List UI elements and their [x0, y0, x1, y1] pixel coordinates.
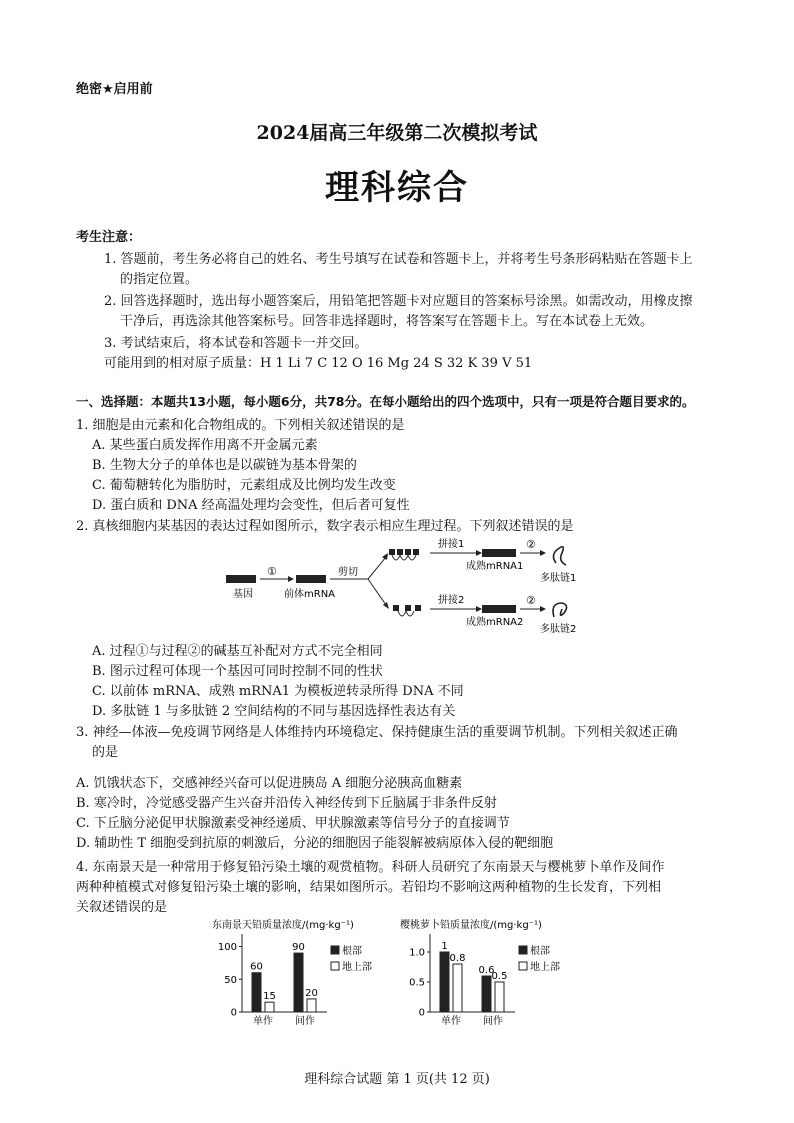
data-label: 1 — [441, 941, 448, 952]
gene-label: 基因 — [233, 589, 253, 600]
bar — [453, 964, 462, 1012]
q3-stem-cont: 的是 — [92, 745, 119, 760]
mature-mrna2-bar — [482, 605, 516, 613]
q2-stem: 2. 真核细胞内某基因的表达过程如图所示，数字表示相应生理过程。下列叙述错误的是 — [76, 519, 574, 534]
pre-mrna-label: 前体mRNA — [284, 589, 336, 600]
exon-block — [389, 549, 395, 555]
data-label: 0.6 — [478, 965, 495, 976]
atomic-mass-line: 可能用到的相对原子质量：H 1 Li 7 C 12 O 16 Mg 24 S 32 K 39 V 51 — [104, 356, 533, 371]
q3-stem: 3. 神经—体液—免疫调节网络是人体维持内环境稳定、保持健康生活的重要调节机制。下列相关叙述正确 — [76, 725, 678, 740]
legend-label: 根部 — [342, 946, 362, 957]
lower-intron-loops — [398, 611, 414, 616]
page-footer: 理科综合试题 第 1 页(共 12 页) — [304, 1072, 490, 1087]
y-tick-label: 1.0 — [409, 947, 425, 959]
arrowhead-splice2 — [476, 606, 482, 612]
chart-title: 樱桃萝卜铅质量浓度/(mg·kg⁻¹) — [400, 920, 542, 931]
q1-option-d: D. 蛋白质和 DNA 经高温处理均会变性，但后者可复性 — [92, 498, 410, 513]
q2-option-c: C. 以前体 mRNA、成熟 mRNA1 为模板逆转录所得 DNA 不同 — [92, 684, 464, 699]
peptide2-label: 多肽链2 — [540, 624, 577, 635]
step1-label: ① — [267, 565, 277, 578]
gene-expression-diagram — [220, 535, 600, 635]
bar — [307, 999, 316, 1012]
notice-item-2-cont: 干净后，再选涂其他答案标号。回答非选择题时，将答案写在答题卡上。写在本试卷上无效。 — [120, 314, 654, 329]
arrowhead-down — [383, 602, 389, 609]
legend-label: 地上部 — [342, 962, 372, 973]
upper-intron-loops — [392, 555, 416, 560]
arrowhead-step2b — [540, 606, 546, 612]
y-tick-label: 50 — [224, 974, 237, 986]
y-tick-label: 0.5 — [409, 977, 425, 989]
chart-title: 东南景天铅质量浓度/(mg·kg⁻¹) — [212, 920, 354, 931]
q4-stem: 4. 东南景天是一种常用于修复铅污染土壤的观赏植物。科研人员研究了东南景天与樱桃萝卜单作及间作 — [76, 860, 665, 875]
y-tick-label: 100 — [217, 942, 237, 954]
data-label: 0.8 — [449, 953, 466, 964]
gene-bar — [226, 575, 256, 583]
exam-title: 2024届高三年级第二次模拟考试 — [256, 122, 538, 144]
notice-item-3: 3. 考试结束后，将本试卷和答题卡一并交回。 — [104, 336, 368, 351]
data-label: 15 — [263, 991, 276, 1003]
data-label: 90 — [292, 942, 305, 954]
mature-mrna1-label: 成熟mRNA1 — [466, 561, 524, 572]
q3-option-a: A. 饥饿状态下，交感神经兴奋可以促进胰岛 A 细胞分泌胰高血糖素 — [76, 776, 463, 791]
q1-stem: 1. 细胞是由元素和化合物组成的。下列相关叙述错误的是 — [76, 418, 405, 433]
q2-option-d: D. 多肽链 1 与多肽链 2 空间结构的不同与基因选择性表达有关 — [92, 704, 456, 719]
mature-mrna1-bar — [482, 549, 516, 557]
peptide2-shape — [553, 603, 567, 617]
step2b-label: ② — [526, 594, 536, 607]
q4-stem-cont1: 两种种植模式对修复铅污染土壤的影响，结果如图所示。若铅均不影响这两种植物的生长发育，下列相 — [76, 880, 662, 895]
q2-option-a: A. 过程①与过程②的碱基互补配对方式不完全相同 — [92, 644, 383, 659]
exon-block — [405, 549, 411, 555]
bar — [265, 1002, 274, 1012]
chart-sedum — [210, 912, 400, 1034]
chart-radish — [398, 912, 588, 1034]
splice1-label: 拼接1 — [438, 539, 465, 550]
section-heading: 一、选择题：本题共13小题，每小题6分，共78分。在每小题给出的四个选项中，只有一项是符合题目要求的。 — [76, 394, 695, 409]
pre-mrna-bar — [296, 575, 326, 583]
q3-option-d: D. 辅助性 T 细胞受到抗原的刺激后，分泌的细胞因子能裂解被病原体入侵的靶细胞 — [76, 836, 554, 851]
branch-up — [368, 557, 386, 579]
notice-heading: 考生注意： — [76, 230, 142, 245]
q1-option-b: B. 生物大分子的单体也是以碳链为基本骨架的 — [92, 458, 357, 473]
mature-mrna2-label: 成熟mRNA2 — [466, 617, 524, 628]
q1-option-a: A. 某些蛋白质发挥作用离不开金属元素 — [92, 438, 318, 453]
x-tick-label: 单作 — [441, 1016, 461, 1027]
legend-swatch — [519, 962, 527, 970]
bar — [440, 952, 449, 1012]
step2a-label: ② — [526, 538, 536, 551]
data-label: 20 — [305, 987, 318, 999]
q3-option-c: C. 下丘脑分泌促甲状腺激素受神经递质、甲状腺激素等信号分子的直接调节 — [76, 816, 510, 831]
data-label: 0.5 — [491, 971, 508, 982]
arrowhead-step1 — [288, 576, 294, 582]
legend-swatch — [519, 946, 527, 954]
arrowhead-step2a — [540, 550, 546, 556]
bar — [482, 976, 491, 1012]
y-tick-label: 0 — [418, 1007, 425, 1019]
exon-block — [413, 549, 419, 555]
confidential-label: 绝密★启用前 — [76, 82, 153, 97]
q4-stem-cont2: 关叙述错误的是 — [76, 900, 168, 915]
exon-block — [397, 549, 403, 555]
x-tick-label: 间作 — [295, 1016, 315, 1027]
peptide1-label: 多肽链1 — [540, 573, 577, 584]
bar — [252, 973, 261, 1012]
bar — [495, 982, 504, 1012]
notice-item-1: 1. 答题前，考生务必将自己的姓名、考生号填写在试卷和答题卡上，并将考生号条形码粘贴在答题卡上 — [104, 252, 693, 267]
exon-block — [393, 605, 399, 611]
x-tick-label: 单作 — [253, 1016, 273, 1027]
notice-item-1-cont: 的指定位置。 — [120, 272, 199, 287]
splice2-label: 拼接2 — [438, 595, 465, 606]
exon-block — [405, 605, 411, 611]
legend-label: 根部 — [530, 946, 550, 957]
y-tick-label: 0 — [230, 1007, 237, 1019]
legend-swatch — [331, 962, 339, 970]
peptide1-shape — [553, 547, 566, 565]
arrowhead-splice1 — [476, 550, 482, 556]
legend-label: 地上部 — [530, 962, 560, 973]
q2-option-b: B. 图示过程可体现一个基因可同时控制不同的性状 — [92, 664, 383, 679]
notice-item-2: 2. 回答选择题时，选出每小题答案后，用铅笔把答题卡对应题目的答案标号涂黑。如需改动，用橡皮擦 — [104, 294, 693, 309]
exon-block — [415, 605, 421, 611]
q1-option-c: C. 葡萄糖转化为脂肪时，元素组成及比例均发生改变 — [92, 478, 396, 493]
cut-label: 剪切 — [338, 567, 358, 578]
legend-swatch — [331, 946, 339, 954]
q3-option-b: B. 寒冷时，冷觉感受器产生兴奋并沿传入神经传到下丘脑属于非条件反射 — [76, 796, 497, 811]
bar — [294, 953, 303, 1012]
data-label: 60 — [250, 961, 263, 973]
x-tick-label: 间作 — [483, 1016, 503, 1027]
branch-down — [368, 579, 386, 605]
subject-title: 理科综合 — [325, 168, 469, 208]
